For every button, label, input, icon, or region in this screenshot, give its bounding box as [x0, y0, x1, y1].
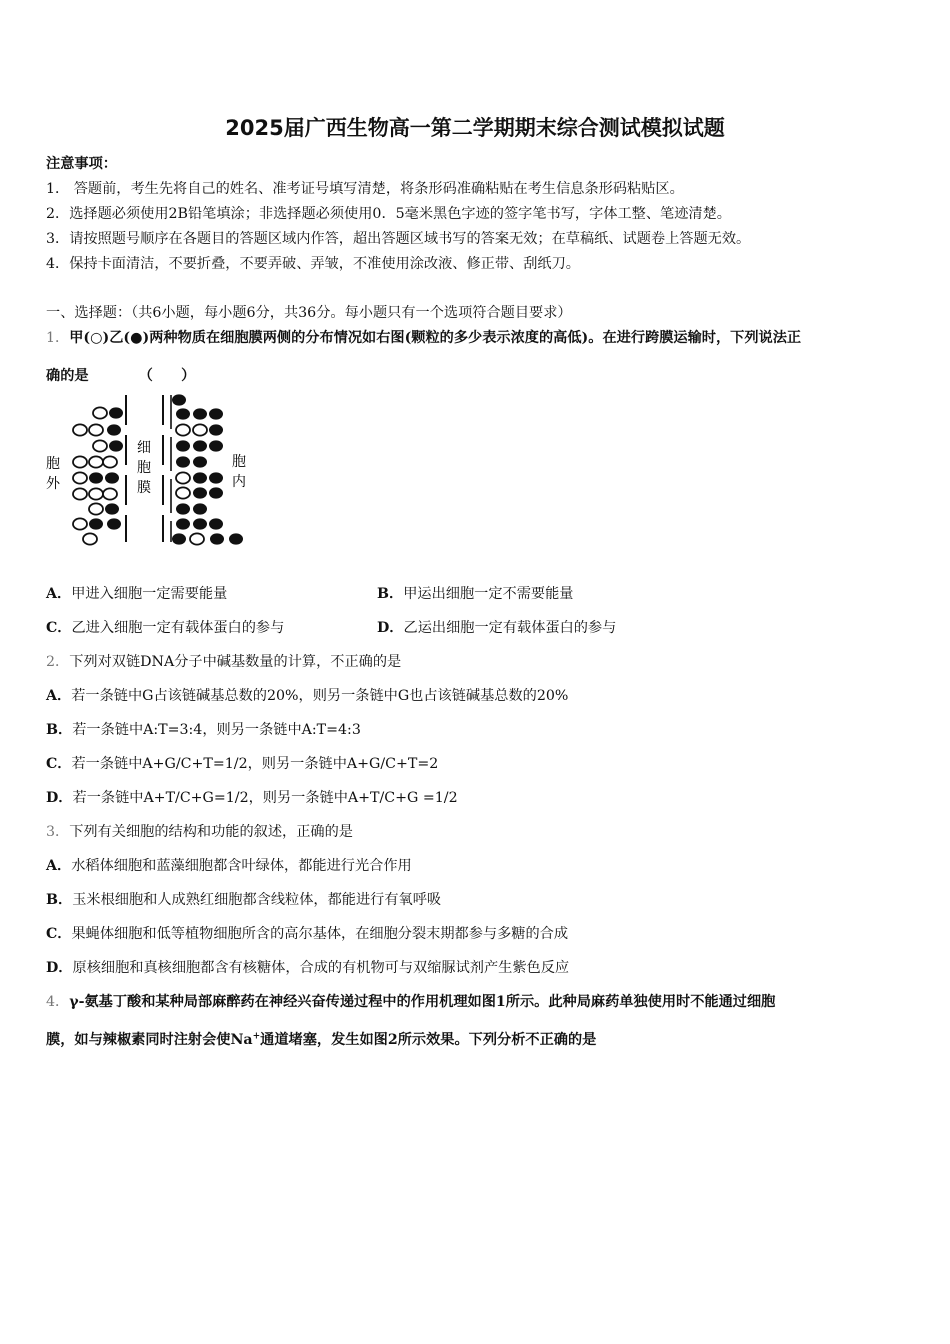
- option-letter: D．: [377, 620, 404, 636]
- q1-number: 1．: [46, 330, 70, 346]
- particle-yi-filled: [176, 456, 190, 467]
- option-text: 甲进入细胞一定需要能量: [71, 586, 228, 602]
- q2-option-b[interactable]: [46, 719, 361, 739]
- particle-yi-filled: [210, 533, 224, 544]
- particle-jia-open: [73, 472, 87, 483]
- q2-number: 2．: [46, 654, 70, 670]
- option-letter: A．: [46, 858, 72, 874]
- particle-jia-open: [190, 533, 204, 544]
- particle-yi-filled: [193, 472, 207, 483]
- particle-jia-open: [176, 487, 190, 498]
- option-text: 原核细胞和真核细胞都含有核糖体，合成的有机物可与双缩脲试剂产生紫色反应: [72, 960, 570, 976]
- particle-jia-open: [176, 424, 190, 435]
- inside-label-char-2: 内: [232, 474, 246, 490]
- q4-stem-sup: +: [252, 1031, 261, 1042]
- option-letter: C．: [46, 620, 72, 636]
- outside-label: [46, 456, 61, 492]
- q2-option-a[interactable]: [46, 685, 568, 705]
- q1-option-b[interactable]: [377, 583, 573, 603]
- outside-label-char-2: 外: [46, 476, 60, 492]
- particle-yi-filled: [172, 533, 186, 544]
- q3-stem: [46, 821, 353, 841]
- option-text: 乙运出细胞一定有载体蛋白的参与: [403, 620, 617, 636]
- particle-yi-filled: [107, 518, 121, 529]
- option-text: 若一条链中A+G/C+T=1/2，则另一条链中A+G/C+T=2: [71, 756, 439, 772]
- q4-stem-line2: [46, 1029, 596, 1049]
- option-text: 果蝇体细胞和低等植物细胞所含的高尔基体，在细胞分裂末期都参与多糖的合成: [71, 926, 569, 942]
- particle-yi-filled: [209, 472, 223, 483]
- notice-item: 2．选择题必须使用2B铅笔填涂；非选择题必须使用0．5毫米黑色字迹的签字笔书写，字体工整、笔迹清楚。: [46, 206, 731, 222]
- particle-jia-open: [89, 456, 103, 467]
- particle-jia-open: [89, 488, 103, 499]
- q4-number: 4．: [46, 994, 70, 1010]
- particle-jia-open: [103, 456, 117, 467]
- option-letter: D．: [46, 790, 73, 806]
- particle-yi-filled: [105, 472, 119, 483]
- notice-item: 1． 答题前，考生先将自己的姓名、准考证号填写清楚，将条形码准确粘贴在考生信息条形码粘贴区。: [46, 181, 684, 197]
- q3-number: 3．: [46, 824, 70, 840]
- option-letter: C．: [46, 756, 72, 772]
- q1-stem: [46, 327, 801, 347]
- particle-yi-filled: [176, 503, 190, 514]
- particle-yi-filled: [109, 440, 123, 451]
- particle-yi-filled: [209, 408, 223, 419]
- particle-yi-filled: [105, 503, 119, 514]
- particle-yi-filled: [209, 518, 223, 529]
- particle-yi-filled: [193, 456, 207, 467]
- q2-option-d[interactable]: [46, 787, 458, 807]
- particle-yi-filled: [193, 440, 207, 451]
- particle-yi-filled: [209, 424, 223, 435]
- q1-option-a[interactable]: [46, 583, 227, 603]
- inside-label-char-1: 胞: [232, 454, 246, 470]
- option-text: 甲运出细胞一定不需要能量: [403, 586, 574, 602]
- membrane-label-char-3: 膜: [137, 480, 151, 496]
- option-text: 若一条链中A+T/C+G=1/2，则另一条链中A+T/C+G =1/2: [72, 790, 458, 806]
- particle-jia-open: [73, 456, 87, 467]
- q3-option-a[interactable]: [46, 855, 412, 875]
- q4-stem: [46, 991, 775, 1011]
- particle-jia-open: [89, 424, 103, 435]
- page-title: 2025届广西生物高一第二学期期末综合测试模拟试题: [225, 116, 725, 140]
- q1-stem-text: 确的是: [46, 368, 89, 384]
- particle-yi-filled: [209, 487, 223, 498]
- particle-jia-open: [103, 488, 117, 499]
- membrane-label-char-1: 细: [137, 440, 151, 456]
- option-letter: A．: [46, 688, 72, 704]
- q1-option-c[interactable]: [46, 617, 284, 637]
- particle-yi-filled: [193, 503, 207, 514]
- q1-answer-blank: （ ）: [138, 368, 196, 384]
- particle-yi-filled: [193, 487, 207, 498]
- q3-option-d[interactable]: [46, 957, 569, 977]
- q1-option-d[interactable]: [377, 617, 616, 637]
- particle-group: [73, 394, 243, 544]
- option-letter: B．: [46, 892, 73, 908]
- q4-stem-line2b: 通道堵塞，发生如图2所示效果。下列分析不正确的是: [260, 1032, 597, 1048]
- particle-yi-filled: [89, 472, 103, 483]
- membrane-label-char-2: 胞: [137, 460, 151, 476]
- notice-item: 4．保持卡面清洁，不要折叠，不要弄破、弄皱，不准使用涂改液、修正带、刮纸刀。: [46, 256, 580, 272]
- particle-jia-open: [176, 472, 190, 483]
- particle-yi-filled: [176, 518, 190, 529]
- section-heading: 一、选择题：（共6小题，每小题6分，共36分。每小题只有一个选项符合题目要求）: [46, 305, 572, 321]
- particle-yi-filled: [176, 440, 190, 451]
- q4-stem-line1: γ-氨基丁酸和某种局部麻醉药在神经兴奋传递过程中的作用机理如图1所示。此种局麻药单独使用时不能通过细胞: [69, 994, 776, 1010]
- particle-jia-open: [73, 518, 87, 529]
- particle-jia-open: [73, 488, 87, 499]
- option-text: 若一条链中A:T=3:4，则另一条链中A:T=4:3: [72, 722, 361, 738]
- notice-heading: 注意事项：: [46, 156, 117, 172]
- particle-jia-open: [73, 424, 87, 435]
- q2-stem: [46, 651, 401, 671]
- q3-option-c[interactable]: [46, 923, 568, 943]
- particle-yi-filled: [89, 518, 103, 529]
- q4-stem-line2a: 膜，如与辣椒素同时注射会使Na: [46, 1032, 253, 1048]
- option-text: 乙进入细胞一定有载体蛋白的参与: [71, 620, 285, 636]
- particle-yi-filled: [172, 394, 186, 405]
- particle-yi-filled: [107, 424, 121, 435]
- particle-yi-filled: [176, 408, 190, 419]
- particle-jia-open: [83, 533, 97, 544]
- particle-jia-open: [93, 407, 107, 418]
- option-text: 若一条链中G占该链碱基总数的20%，则另一条链中G也占该链碱基总数的20%: [71, 688, 569, 704]
- option-letter: C．: [46, 926, 72, 942]
- particle-yi-filled: [109, 407, 123, 418]
- particle-yi-filled: [193, 518, 207, 529]
- membrane-label: [137, 440, 151, 496]
- q3-option-b[interactable]: [46, 889, 441, 909]
- q1-stem-line1: 甲(○)乙(●)两种物质在细胞膜两侧的分布情况如右图(颗粒的多少表示浓度的高低)。在进行跨膜运输时，下列说法正: [69, 330, 802, 346]
- option-text: 玉米根细胞和人成熟红细胞都含线粒体，都能进行有氧呼吸: [72, 892, 442, 908]
- option-letter: A．: [46, 586, 72, 602]
- particle-yi-filled: [209, 440, 223, 451]
- particle-jia-open: [89, 503, 103, 514]
- option-text: 水稻体细胞和蓝藻细胞都含叶绿体，都能进行光合作用: [71, 858, 412, 874]
- q1-stem-line2: [46, 365, 195, 385]
- option-letter: B．: [46, 722, 73, 738]
- q2-option-c[interactable]: [46, 753, 438, 773]
- particle-jia-open: [193, 424, 207, 435]
- outside-label-char-1: 胞: [46, 456, 60, 472]
- q3-stem-text: 下列有关细胞的结构和功能的叙述，正确的是: [69, 824, 353, 840]
- particle-jia-open: [93, 440, 107, 451]
- option-letter: B．: [377, 586, 404, 602]
- notice-item: 3．请按照题号顺序在各题目的答题区域内作答，超出答题区域书写的答案无效；在草稿纸、试题卷上答题无效。: [46, 231, 751, 247]
- membrane-diagram: [42, 390, 252, 552]
- option-letter: D．: [46, 960, 73, 976]
- inside-label: [232, 454, 246, 490]
- particle-yi-filled: [193, 408, 207, 419]
- particle-yi-filled: [229, 533, 243, 544]
- q2-stem-text: 下列对双链DNA分子中碱基数量的计算，不正确的是: [69, 654, 402, 670]
